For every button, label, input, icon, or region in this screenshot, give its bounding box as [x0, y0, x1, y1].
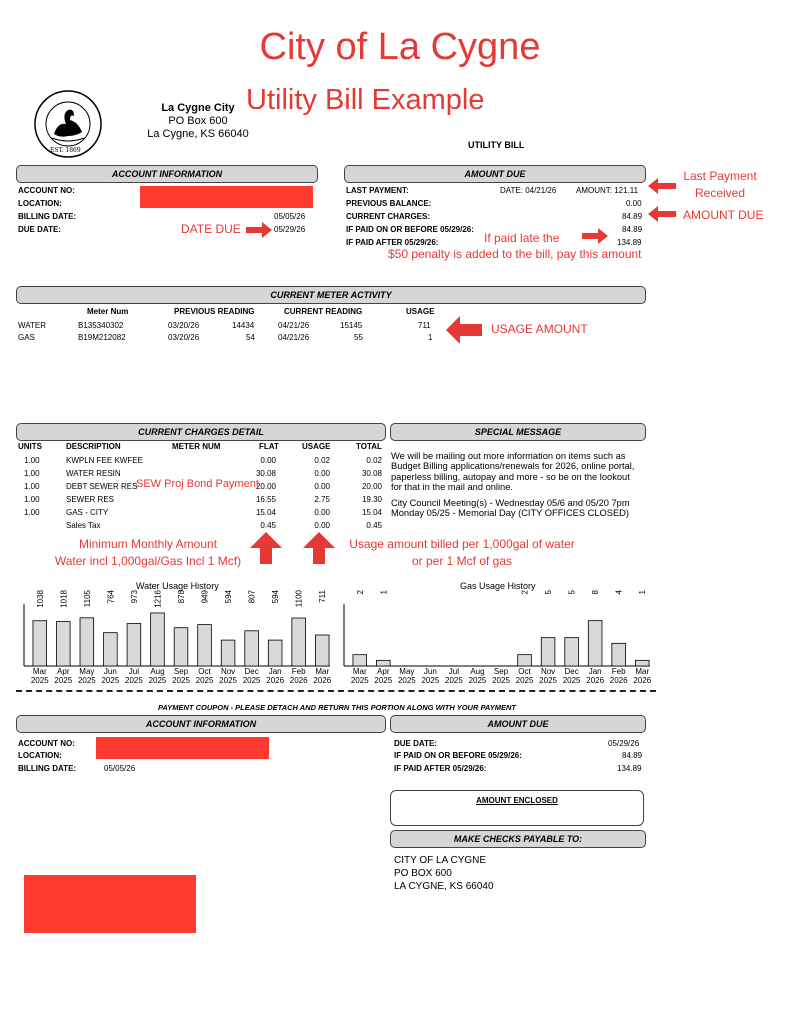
annotation-late-line2: $50 penalty is added to the bill, pay this amount: [388, 247, 642, 261]
chart-bar: [221, 640, 235, 666]
current-charges-label: CURRENT CHARGES:: [346, 212, 430, 221]
chart-tick-label: 2025: [148, 676, 167, 685]
chart-bar: [588, 621, 602, 666]
arrow-left-icon: [648, 206, 676, 222]
charges-usage: 0.00: [314, 520, 330, 530]
chart-value-label: 1105: [82, 590, 92, 608]
chart-tick-label: Mar: [315, 667, 330, 676]
charges-flat: 15.04: [255, 507, 276, 517]
due-date-label: DUE DATE:: [18, 225, 61, 234]
charges-units: 1.00: [24, 468, 40, 478]
chart-tick-label: Apr: [57, 667, 70, 676]
chart-tick-label: Jul: [448, 667, 460, 676]
annotation-usage-billed-line2: or per 1 Mcf of gas: [411, 554, 513, 568]
previous-balance-value: 0.00: [626, 199, 642, 208]
meter-activity-header: CURRENT METER ACTIVITY: [16, 286, 646, 304]
coupon-after-value: 134.89: [617, 764, 642, 773]
chart-bar: [151, 613, 165, 666]
meter-cur-reading: 15145: [340, 321, 363, 330]
chart-tick-label: Mar: [635, 667, 650, 676]
chart-bar: [612, 643, 626, 666]
chart-bar: [174, 628, 188, 666]
chart-tick-label: 2025: [350, 676, 369, 685]
meter-prev-date: 03/20/26: [168, 333, 200, 342]
detach-line: [16, 690, 656, 692]
coupon-due-date: 05/29/26: [608, 739, 640, 748]
charges-detail-header: CURRENT CHARGES DETAIL: [16, 423, 386, 441]
charges-units: 1.00: [24, 456, 40, 465]
coupon-after-label: IF PAID AFTER 05/29/26:: [394, 764, 487, 773]
chart-value-label: 594: [224, 590, 234, 604]
chart-tick-label: 2025: [539, 676, 557, 685]
current-charges-value: 84.89: [622, 212, 643, 221]
chart-tick-label: Nov: [540, 667, 556, 676]
chart-bar: [292, 618, 306, 666]
water-chart-title: Water Usage History: [136, 581, 219, 591]
coupon-amount-due-header: AMOUNT DUE: [390, 715, 646, 733]
page-subtitle: Utility Bill Example: [246, 84, 485, 116]
chart-bar: [127, 624, 141, 666]
chart-value-label: 594: [271, 590, 281, 604]
chart-tick-label: Nov: [220, 667, 236, 676]
chart-bar: [198, 625, 212, 666]
charges-total: 0.45: [366, 520, 382, 530]
chart-tick-label: Sep: [493, 667, 509, 676]
charges-flat: 30.08: [255, 468, 276, 478]
chart-tick-label: Sep: [173, 667, 189, 676]
water-usage-chart: [22, 588, 334, 686]
coupon-before-label: IF PAID ON OR BEFORE 05/29/26:: [394, 751, 522, 760]
chart-tick-label: 2026: [586, 676, 605, 685]
page-title: City of La Cygne: [259, 26, 541, 68]
arrow-right-icon: [582, 228, 608, 244]
chart-bar: [33, 621, 47, 666]
annotation-late-line1: If paid late the: [484, 231, 560, 245]
last-payment-amount: AMOUNT: 121.11: [576, 186, 639, 195]
annotation-last-payment: [680, 168, 760, 202]
annotation-minimum-line2: Water incl 1,000gal/Gas Incl 1 Mcf): [54, 554, 242, 568]
coupon-account-no-label: ACCOUNT NO:: [18, 739, 75, 748]
annotation-usage-billed: [342, 536, 582, 570]
chart-tick-label: Jan: [268, 667, 282, 676]
charges-flat: 20.00: [255, 481, 276, 491]
charges-col-units: UNITS: [18, 442, 42, 451]
chart-tick-label: 2025: [492, 676, 510, 685]
payable-line: CITY OF LA CYGNE: [394, 855, 487, 866]
coupon-account-header: ACCOUNT INFORMATION: [16, 715, 386, 733]
chart-value-label: 973: [129, 590, 139, 604]
charges-description: DEBT SEWER RES: [66, 481, 138, 491]
payable-line: PO BOX 600: [394, 868, 452, 879]
chart-tick-label: May: [399, 667, 415, 676]
annotation-last-payment-line1: Last Payment: [683, 169, 757, 183]
chart-tick-label: Jan: [588, 667, 602, 676]
chart-value-label: 2: [520, 590, 530, 595]
chart-tick-label: Oct: [198, 667, 211, 676]
chart-tick-label: 2025: [77, 676, 96, 685]
annotation-last-payment-line2: Received: [694, 186, 746, 200]
arrow-left-icon: [446, 316, 482, 344]
charges-usage: 0.00: [314, 468, 330, 478]
chart-bar: [565, 638, 579, 666]
charges-col-meter: METER NUM: [172, 442, 221, 451]
charges-total: 19.30: [361, 494, 382, 504]
meter-usage: 711: [418, 321, 431, 330]
paid-before-label: IF PAID ON OR BEFORE 05/29/26:: [346, 225, 474, 234]
coupon-location-label: LOCATION:: [18, 751, 62, 760]
chart-bar: [56, 622, 70, 666]
charges-col-usage: USAGE: [302, 442, 331, 451]
utility-bill-label: UTILITY BILL: [468, 140, 525, 150]
chart-value-label: 4: [614, 590, 624, 595]
chart-value-label: 2: [355, 590, 365, 595]
meter-prev-reading: 54: [246, 333, 255, 342]
special-message-header: SPECIAL MESSAGE: [390, 423, 646, 441]
chart-value-label: 807: [247, 590, 257, 604]
chart-tick-label: 2026: [313, 676, 332, 685]
meter-prev-reading: 14434: [232, 321, 255, 330]
account-info-header: ACCOUNT INFORMATION: [16, 165, 318, 183]
logo-text-bottom: EST. 1869: [50, 147, 81, 154]
payable-to-header: MAKE CHECKS PAYABLE TO:: [390, 830, 646, 848]
chart-tick-label: 2025: [30, 676, 49, 685]
chart-value-label: 949: [200, 590, 210, 604]
arrow-right-icon: [246, 222, 272, 238]
charges-description: SEWER RES: [66, 494, 115, 504]
last-payment-label: LAST PAYMENT:: [346, 186, 409, 195]
charges-total: 30.08: [361, 468, 382, 478]
paid-before-value: 84.89: [622, 225, 643, 234]
chart-value-label: 1038: [35, 590, 45, 608]
chart-tick-label: 2025: [54, 676, 73, 685]
meter-col-num: Meter Num: [87, 307, 129, 316]
previous-balance-label: PREVIOUS BALANCE:: [346, 199, 432, 208]
meter-cur-date: 04/21/26: [278, 321, 310, 330]
chart-tick-label: Feb: [291, 667, 306, 676]
chart-tick-label: Feb: [611, 667, 626, 676]
chart-bar: [245, 631, 259, 666]
amount-enclosed-label: AMOUNT ENCLOSED: [476, 796, 558, 805]
chart-bar: [353, 655, 367, 666]
charges-description: Sales Tax: [66, 520, 101, 530]
meter-num: B19M212082: [78, 333, 126, 342]
gas-usage-chart: [342, 588, 654, 686]
chart-tick-label: 2025: [374, 676, 393, 685]
last-payment-date: DATE: 04/21/26: [500, 186, 557, 195]
chart-value-label: 1216: [153, 590, 163, 608]
chart-bar: [104, 633, 118, 666]
meter-cur-reading: 55: [354, 333, 363, 342]
charges-flat: 16.55: [255, 494, 276, 504]
annotation-usage-amount: USAGE AMOUNT: [491, 322, 588, 336]
chart-bar: [315, 635, 329, 666]
chart-value-label: 878: [177, 590, 186, 604]
charges-total: 15.04: [361, 507, 382, 517]
meter-cur-date: 04/21/26: [278, 333, 310, 342]
meter-type: GAS: [18, 333, 35, 342]
chart-bar: [541, 638, 555, 666]
billing-date-value: 05/05/26: [274, 212, 306, 221]
chart-value-label: 8: [591, 590, 601, 595]
billing-date-label: BILLING DATE:: [18, 212, 77, 221]
chart-tick-label: 2025: [421, 676, 440, 685]
charges-usage: 0.02: [314, 456, 330, 465]
special-message-para1: We will be mailing out more information on items such as Budget Billing applications/renewals for 2026, online portal, paperless billing, autopay and more - so be on the lookout for that in the mail and online.: [391, 451, 635, 493]
arrow-up-icon: [303, 532, 335, 564]
charges-description: GAS - CITY: [66, 507, 109, 517]
annotation-minimum-line1: Minimum Monthly Amount: [78, 537, 218, 551]
special-message-para2: City Council Meeting(s) - Wednesday 05/6 and 05/20 7pm Monday 05/25 - Memorial Day (CITY OFFICES CLOSED): [391, 498, 630, 519]
chart-tick-label: Aug: [150, 667, 165, 676]
coupon-due-date-label: DUE DATE:: [394, 739, 437, 748]
chart-bar: [268, 640, 282, 666]
charges-usage: 0.00: [314, 507, 330, 517]
chart-tick-label: May: [79, 667, 95, 676]
chart-value-label: 5: [567, 590, 577, 595]
chart-tick-label: 2025: [242, 676, 261, 685]
chart-value-label: 1: [379, 590, 389, 595]
meter-usage: 1: [428, 333, 433, 342]
annotation-sew-bond: SEW Proj Bond Payment: [136, 478, 259, 490]
location-label: LOCATION:: [18, 199, 62, 208]
meter-col-current: CURRENT READING: [284, 307, 363, 316]
annotation-usage-billed-line1: Usage amount billed per 1,000gal of water: [349, 537, 575, 551]
charges-description: WATER RESIN: [66, 468, 121, 478]
chart-tick-label: Mar: [352, 667, 367, 676]
charges-col-total: TOTAL: [356, 442, 382, 451]
amount-due-header: AMOUNT DUE: [344, 165, 646, 183]
meter-type: WATER: [18, 321, 46, 330]
amount-enclosed-box[interactable]: [390, 790, 644, 826]
gas-chart-title: Gas Usage History: [460, 581, 536, 591]
chart-tick-label: 2025: [219, 676, 237, 685]
payable-line: LA CYGNE, KS 66040: [394, 881, 494, 892]
meter-num: B135340302: [78, 321, 124, 330]
chart-tick-label: Jun: [423, 667, 437, 676]
paid-after-value: 134.89: [617, 238, 642, 247]
payable-address: [394, 854, 494, 893]
arrow-up-icon: [250, 532, 282, 564]
meter-prev-date: 03/20/26: [168, 321, 200, 330]
meter-col-usage: USAGE: [406, 307, 435, 316]
annotation-date-due: DATE DUE: [181, 222, 241, 236]
account-no-label: ACCOUNT NO:: [18, 186, 75, 195]
chart-tick-label: Dec: [244, 667, 259, 676]
charges-units: 1.00: [24, 507, 40, 517]
charges-flat: 0.00: [260, 456, 276, 465]
charges-usage: 2.75: [314, 494, 330, 504]
chart-tick-label: 2025: [445, 676, 463, 685]
arrow-left-icon: [648, 178, 676, 194]
charges-col-description: DESCRIPTION: [66, 442, 121, 451]
chart-bar: [635, 660, 649, 666]
chart-tick-label: 2025: [195, 676, 214, 685]
chart-bar: [376, 660, 390, 666]
chart-bar: [80, 618, 94, 666]
chart-tick-label: 2025: [101, 676, 120, 685]
chart-tick-label: 2025: [515, 676, 534, 685]
due-date-value: 05/29/26: [274, 225, 306, 234]
charges-total: 20.00: [361, 481, 382, 491]
coupon-before-value: 84.89: [622, 751, 643, 760]
chart-tick-label: 2025: [562, 676, 581, 685]
chart-tick-label: Aug: [470, 667, 485, 676]
coupon-instruction: PAYMENT COUPON - PLEASE DETACH AND RETURN THIS PORTION ALONG WITH YOUR PAYMENT: [157, 703, 517, 712]
meter-col-previous: PREVIOUS READING: [174, 307, 255, 316]
charges-units: 1.00: [24, 494, 40, 504]
coupon-billing-date-label: BILLING DATE:: [18, 764, 77, 773]
chart-tick-label: Oct: [518, 667, 531, 676]
charges-description: KWPLN FEE KWFEE: [66, 456, 143, 465]
chart-tick-label: Mar: [32, 667, 47, 676]
chart-tick-label: Jun: [103, 667, 117, 676]
chart-tick-label: 2026: [289, 676, 308, 685]
chart-value-label: 1018: [59, 590, 69, 608]
annotation-minimum: [46, 536, 250, 570]
chart-tick-label: 2025: [397, 676, 416, 685]
sender-address-1: PO Box 600: [168, 115, 228, 127]
charges-flat: 0.45: [260, 520, 276, 530]
chart-tick-label: Dec: [564, 667, 579, 676]
chart-tick-label: 2026: [609, 676, 628, 685]
annotation-amount-due: AMOUNT DUE: [683, 208, 764, 222]
account-redaction: [140, 186, 313, 208]
charges-units: 1.00: [24, 481, 40, 491]
chart-value-label: 5: [544, 590, 554, 595]
chart-tick-label: 2025: [125, 676, 143, 685]
chart-value-label: 1: [638, 590, 648, 595]
paid-after-label: IF PAID AFTER 05/29/26:: [346, 238, 439, 247]
coupon-account-redaction: [96, 737, 269, 759]
sender-address-2: La Cygne, KS 66040: [147, 128, 249, 140]
chart-tick-label: 2025: [172, 676, 190, 685]
coupon-billing-date: 05/05/26: [104, 764, 136, 773]
chart-tick-label: Jul: [128, 667, 140, 676]
chart-tick-label: 2026: [266, 676, 285, 685]
chart-tick-label: Apr: [377, 667, 390, 676]
chart-value-label: 711: [318, 590, 328, 603]
charges-usage: 0.00: [314, 481, 330, 491]
mailing-address-redaction: [24, 875, 196, 933]
chart-value-label: 1100: [294, 590, 304, 608]
chart-bar: [518, 655, 532, 666]
charges-total: 0.02: [366, 456, 382, 465]
chart-value-label: 764: [106, 590, 116, 604]
chart-tick-label: 2026: [633, 676, 652, 685]
chart-tick-label: 2025: [468, 676, 487, 685]
sender-name: La Cygne City: [161, 102, 235, 114]
charges-col-flat: FLAT: [259, 442, 279, 451]
